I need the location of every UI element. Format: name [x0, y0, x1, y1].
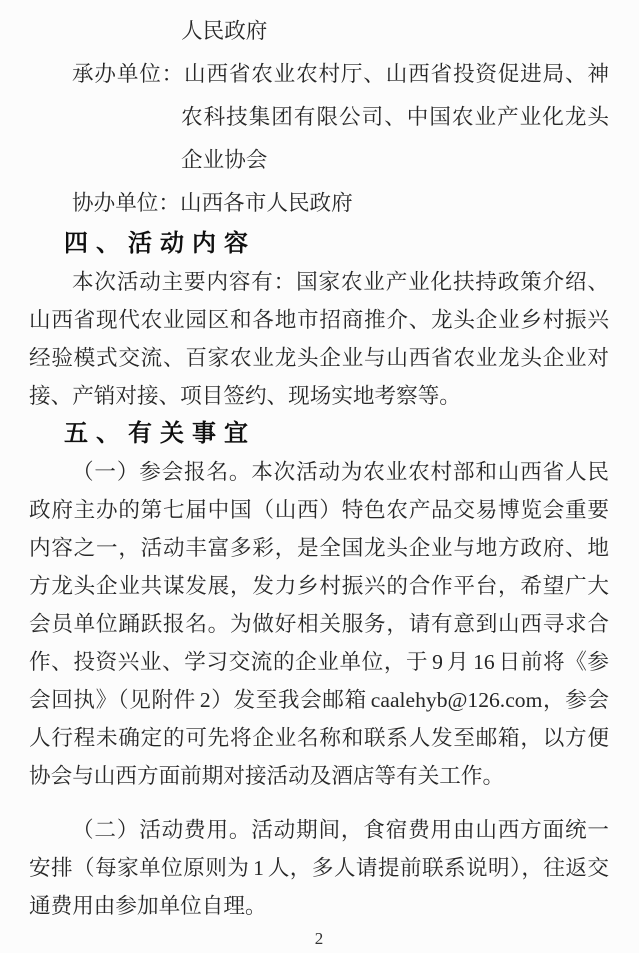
organizer-block: [29, 10, 609, 225]
coorganizer-label: 协办单位：: [72, 191, 180, 215]
organizer-row-coorganizer: [29, 182, 609, 225]
paragraph-registration: （一）参会报名。本次活动为农业农村部和山西省人民政府主办的第七届中国（山西）特色农产品交易博览会重要内容之一，活动丰富多彩，是全国龙头企业与地方政府、地方龙头企业共谋发展，发力乡村振兴的合作平台，希望广大会员单位踊跃报名。为做好相关服务，请有意到山西寻求合作、投资兴业、学习交流的企业单位，于 9 月 16 日前将《参会回执》（见附件 2）发至我会邮箱 caalehyb@126.com，参会人行程未确定的可先将企业名称和联系人发至邮箱，以方便协会与山西方面前期对接活动及酒店等有关工作。: [29, 460, 609, 788]
paragraph-activity-content: 本次活动主要内容有：国家农业产业化扶持政策介绍、山西省现代农业园区和各地市招商推介、龙头企业乡村振兴经验模式交流、百家农业龙头企业与山西省农业龙头企业对接、产销对接、项目签约、现场实地考察等。: [29, 270, 609, 408]
section-heading-related-matters: 五、有关事宜: [64, 420, 256, 447]
coorganizer-value: 山西各市人民政府: [179, 191, 353, 215]
section-heading-activity-content: 四、活动内容: [64, 230, 256, 257]
host-unit-continuation: 人民政府: [181, 19, 268, 43]
page-number: 2: [314, 929, 324, 948]
organizer-row-undertaker: [29, 53, 609, 182]
undertaker-value: 山西省农业农村厅、山西省投资促进局、神农科技集团有限公司、中国农业产业化龙头企业协会: [181, 62, 609, 172]
undertaker-label: 承办单位：: [72, 62, 185, 86]
paragraph-fees: （二）活动费用。活动期间，食宿费用由山西方面统一安排（每家单位原则为 1 人，多人请提前联系说明），往返交通费用由参加单位自理。: [29, 818, 609, 918]
